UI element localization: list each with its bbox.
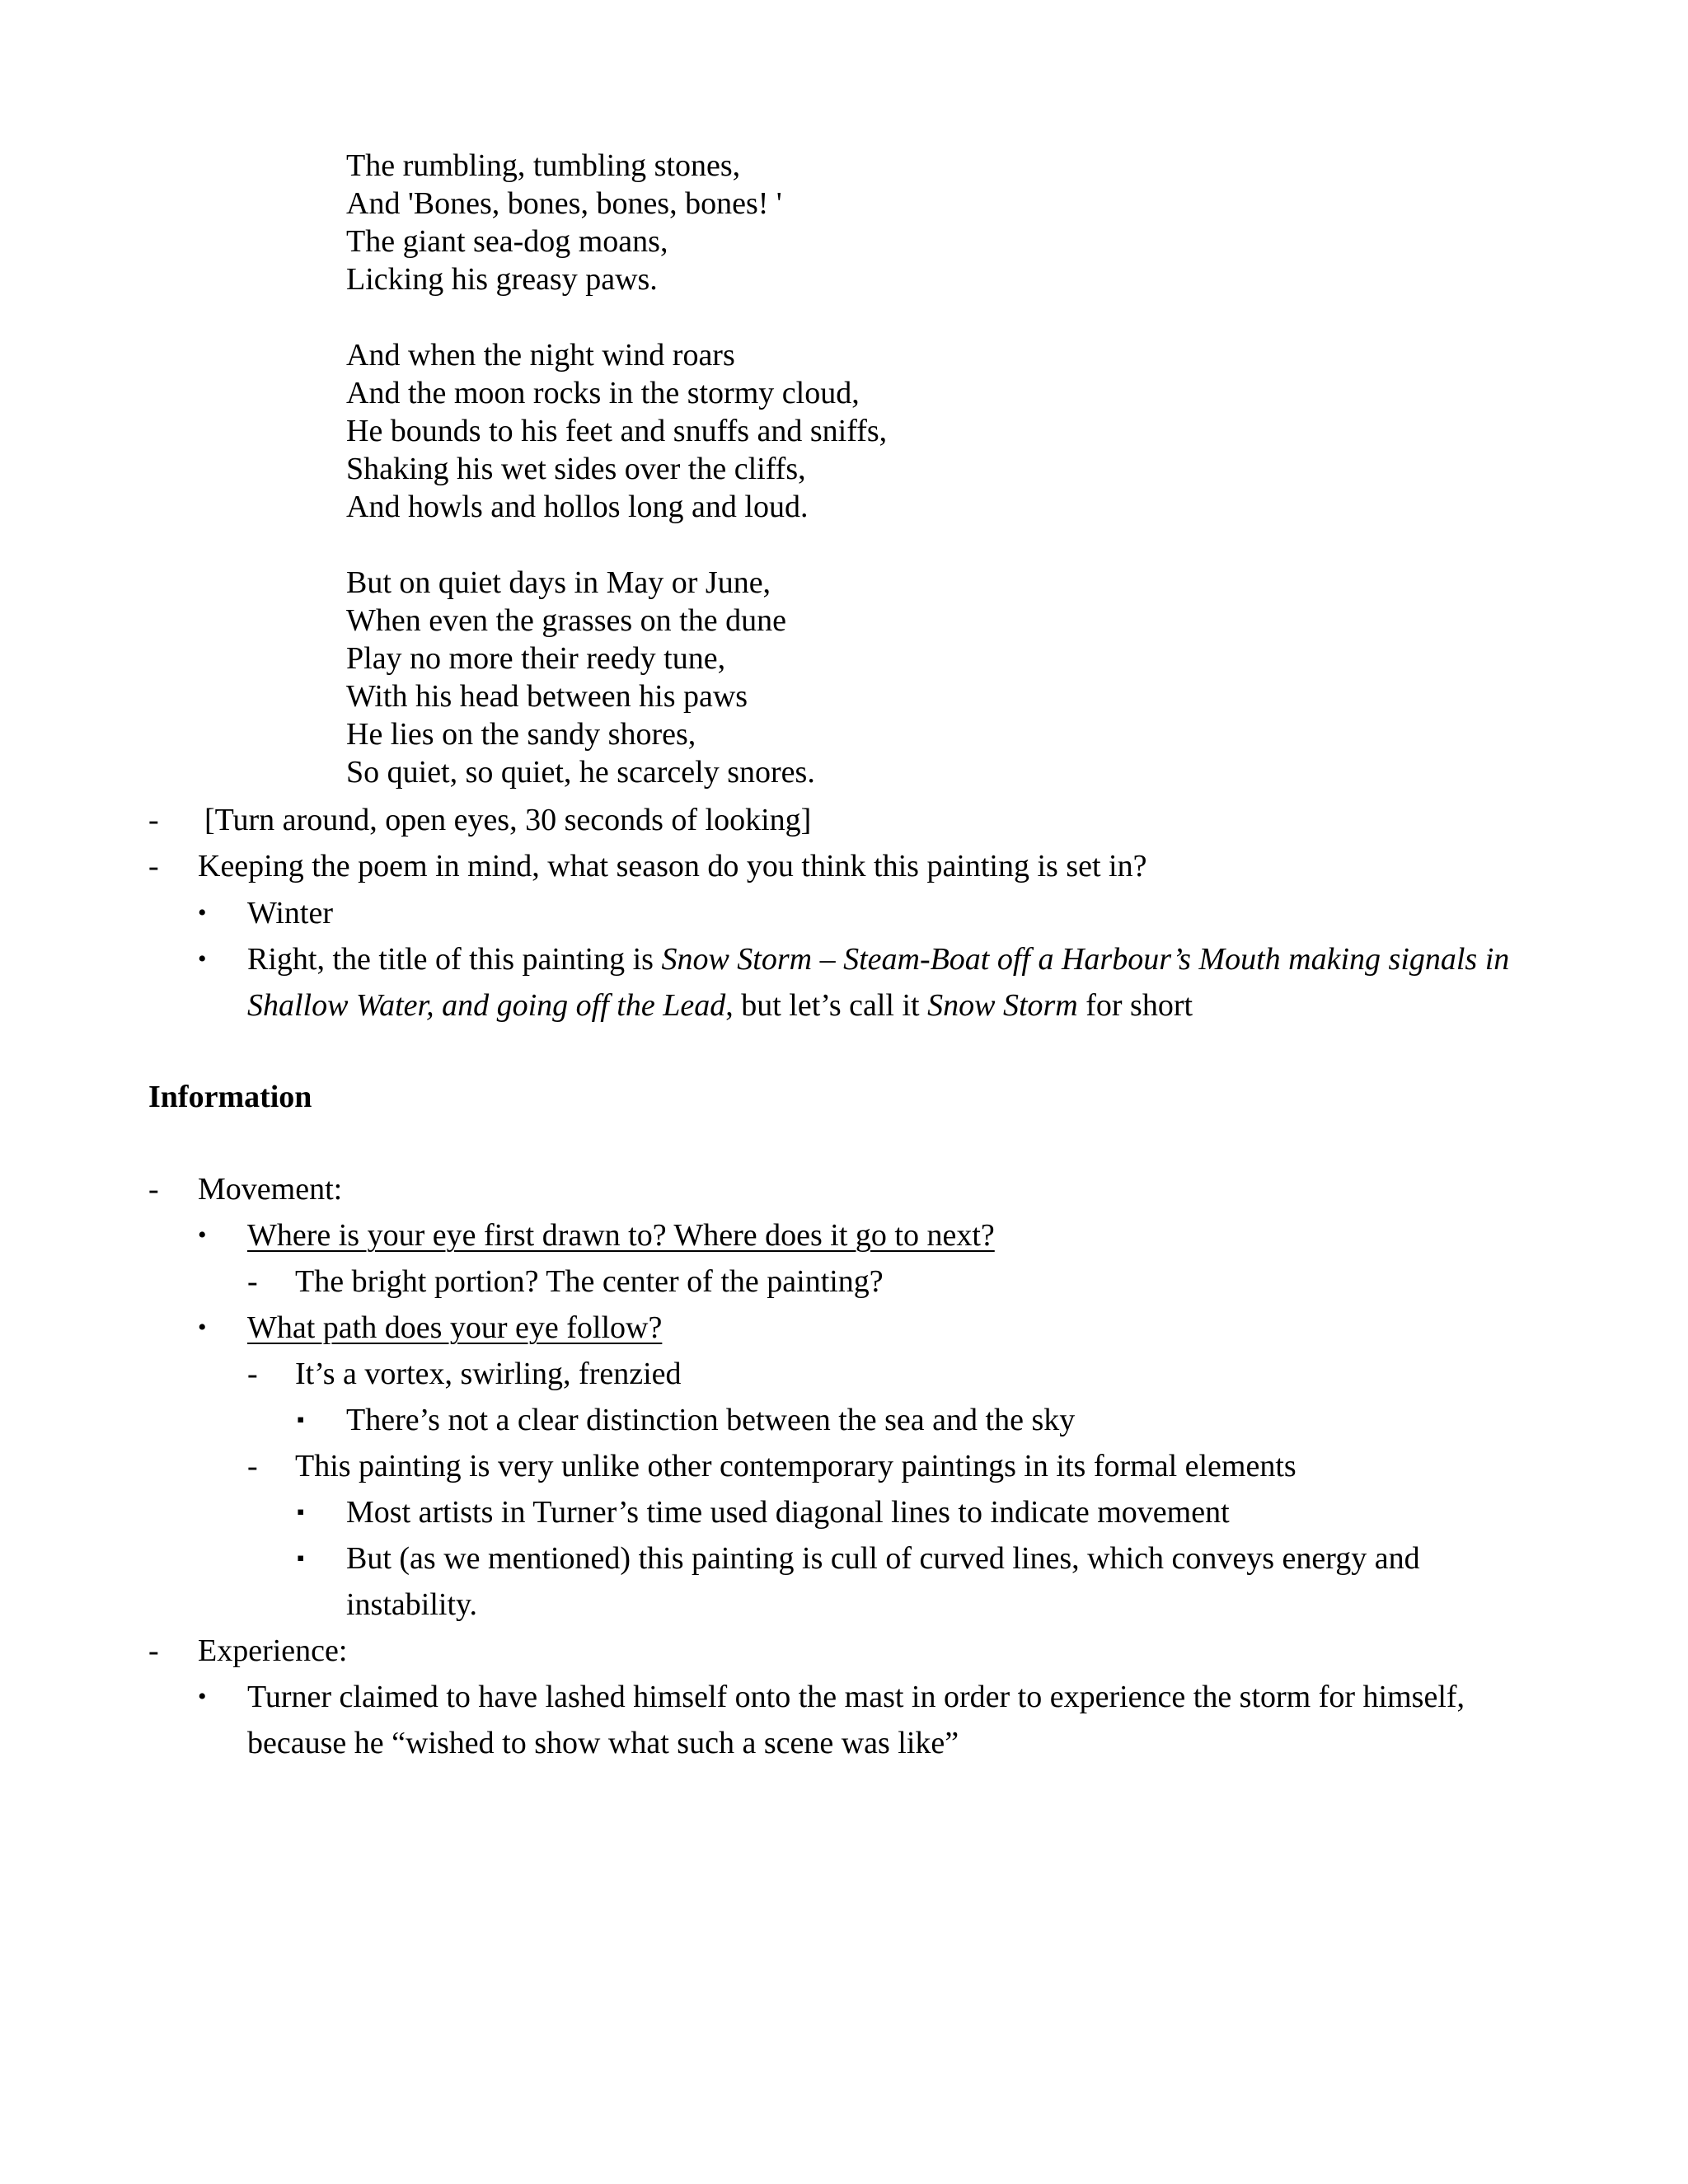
section-heading-information: Information xyxy=(148,1080,312,1114)
list-item xyxy=(0,1674,1688,1766)
title-end: for short xyxy=(1077,988,1193,1023)
experience-point: Turner claimed to have lashed himself onto the mast in order to experience the storm for himself, because he “wished to show what such a scene was like” xyxy=(247,1680,1465,1760)
poem-stanza-3 xyxy=(346,564,887,791)
instruction-text: [Turn around, open eyes, 30 seconds of looking] xyxy=(204,803,812,837)
poem-line: And when the night wind roars xyxy=(346,338,735,373)
dash-marker: - xyxy=(148,849,159,883)
list-item xyxy=(0,1535,1688,1628)
painting-short-title: Snow Storm xyxy=(927,988,1078,1023)
title-mid: , but let’s call it xyxy=(725,988,928,1023)
poem-line: He bounds to his feet and snuffs and sniffs, xyxy=(346,414,888,448)
poem-line: Shaking his wet sides over the cliffs, xyxy=(346,452,806,486)
movement-answer-3-sub-1: Most artists in Turner’s time used diagonal lines to indicate movement xyxy=(346,1495,1230,1530)
poem-line: With his head between his paws xyxy=(346,679,748,714)
bullet-marker: • xyxy=(198,945,207,972)
movement-answer-2: It’s a vortex, swirling, frenzied xyxy=(295,1357,682,1391)
bullet-marker: • xyxy=(198,1221,207,1249)
square-marker: ▪ xyxy=(297,1546,305,1570)
stanza-gap xyxy=(346,298,887,336)
poem-line: So quiet, so quiet, he scarcely snores. xyxy=(346,755,815,790)
dash-marker: - xyxy=(247,1264,258,1299)
poem-line: And howls and hollos long and loud. xyxy=(346,490,809,524)
list-item xyxy=(0,936,1688,1029)
poem-line: And the moon rocks in the stormy cloud, xyxy=(346,376,860,410)
poem-line: But on quiet days in May or June, xyxy=(346,565,771,600)
answer-text: Winter xyxy=(247,896,333,930)
dash-marker: - xyxy=(148,803,159,837)
dash-marker: - xyxy=(148,1633,159,1668)
movement-question-2: What path does your eye follow? xyxy=(247,1310,663,1345)
painting-full-title: Snow Storm – Steam-Boat off a Harbour’s Mouth making signals in Shallow Water, and going off the Lead xyxy=(247,942,1510,1023)
square-marker: ▪ xyxy=(297,1500,305,1524)
stanza-gap xyxy=(346,526,887,564)
dash-marker: - xyxy=(247,1357,258,1391)
bullet-marker: • xyxy=(198,1314,207,1341)
poem-line: And 'Bones, bones, bones, bones! ' xyxy=(346,186,782,221)
poem-stanza-2 xyxy=(346,336,887,526)
poem-line: The rumbling, tumbling stones, xyxy=(346,148,741,183)
bullet-marker: • xyxy=(198,1683,207,1710)
bullet-marker: • xyxy=(198,899,207,926)
poem xyxy=(346,147,887,791)
poem-line: The giant sea-dog moans, xyxy=(346,224,668,259)
dash-marker: - xyxy=(148,1172,159,1207)
poem-line: Play no more their reedy tune, xyxy=(346,641,726,676)
dash-marker: - xyxy=(247,1449,258,1483)
poem-line: Licking his greasy paws. xyxy=(346,262,658,297)
square-marker: ▪ xyxy=(297,1408,305,1432)
question-text: Keeping the poem in mind, what season do you think this painting is set in? xyxy=(198,849,1147,883)
movement-question-1: Where is your eye first drawn to? Where does it go to next? xyxy=(247,1218,995,1253)
movement-answer-3-sub-2: But (as we mentioned) this painting is cull of curved lines, which conveys energy and instability. xyxy=(346,1541,1420,1622)
poem-stanza-1 xyxy=(346,147,887,298)
movement-answer-2-sub: There’s not a clear distinction between the sea and the sky xyxy=(346,1403,1076,1437)
poem-line: He lies on the sandy shores, xyxy=(346,717,696,752)
movement-label: Movement: xyxy=(198,1172,343,1207)
movement-answer-1: The bright portion? The center of the painting? xyxy=(295,1264,884,1299)
title-intro: Right, the title of this painting is xyxy=(247,942,662,977)
poem-line: When even the grasses on the dune xyxy=(346,603,786,638)
experience-label: Experience: xyxy=(198,1633,348,1668)
painting-title-text xyxy=(247,936,1533,1029)
movement-answer-3: This painting is very unlike other contemporary paintings in its formal elements xyxy=(295,1449,1296,1483)
